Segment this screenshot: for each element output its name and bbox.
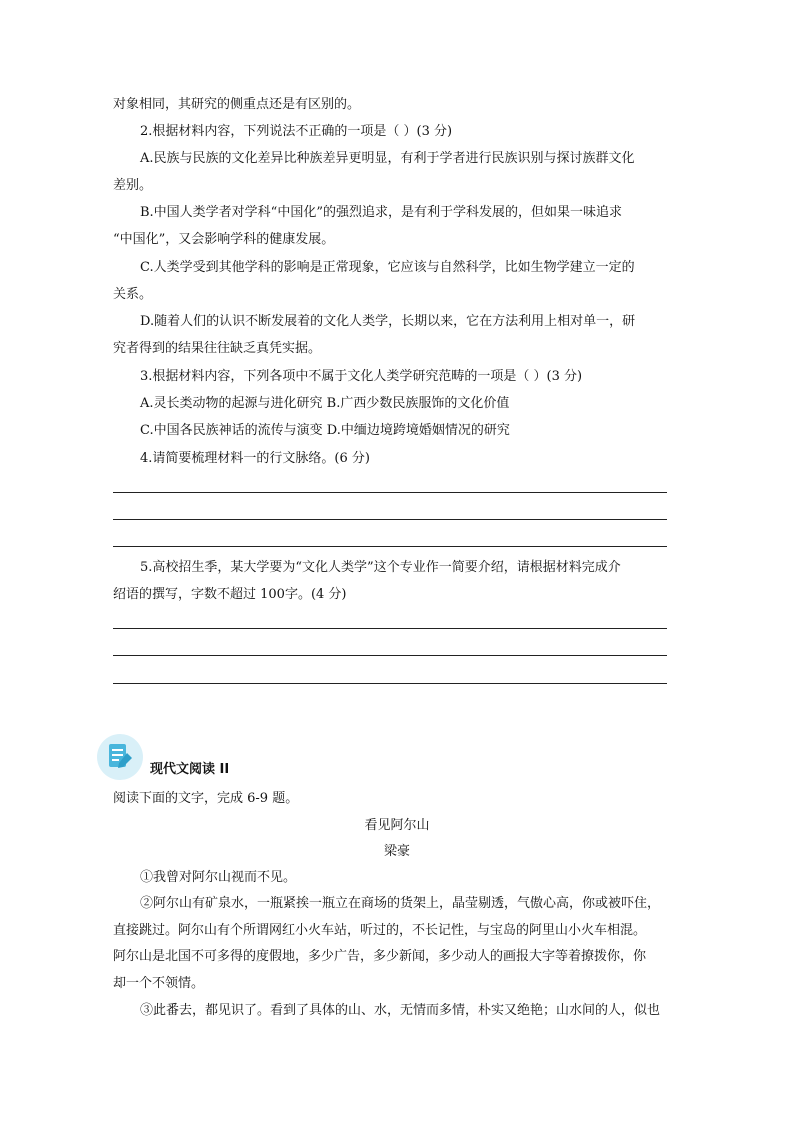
article-author: 梁豪 [383,844,410,859]
answer-line[interactable] [113,519,667,520]
option-2a-line2: 差别。 [113,178,153,193]
option-2a-line1: A.民族与民族的文化差异比种族差异更明显，有利于学者进行民族识别与探讨族群文化 [140,151,635,166]
option-2b-line1: B.中国人类学者对学科“中国化”的强烈追求，是有利于学科发展的，但如果一味追求 [140,205,622,220]
option-3cd: C.中国各民族神话的流传与演变 D.中缅边境跨境婚姻情况的研究 [140,423,510,438]
option-2c-line2: 关系。 [113,287,153,302]
article-paragraph-2-line4: 却一个不领情。 [113,976,205,991]
paragraph-continuation: 对象相同，其研究的侧重点还是有区别的。 [113,97,361,112]
notebook-pen-icon [96,733,144,781]
article-title: 看见阿尔山 [364,818,430,833]
article-paragraph-1: ①我曾对阿尔山视而不见。 [140,870,297,885]
article-paragraph-2-line1: ②阿尔山有矿泉水，一瓶紧挨一瓶立在商场的货架上，晶莹剔透，气傲心高，你或被吓住， [140,896,661,911]
question-3-stem: 3.根据材料内容，下列各项中不属于文化人类学研究范畴的一项是（ ）(3 分) [140,369,583,384]
question-4-stem: 4.请简要梳理材料一的行文脉络。(6 分) [140,451,370,466]
question-5-stem-line2: 绍语的撰写，字数不超过 100字。(4 分) [113,587,347,602]
article-paragraph-2-line3: 阿尔山是北国不可多得的度假地，多少广告，多少新闻，多少动人的画报大字等着撩拨你，你 [113,949,647,964]
option-3ab: A.灵长类动物的起源与进化研究 B.广西少数民族服饰的文化价值 [140,396,510,411]
question-2-stem: 2.根据材料内容，下列说法不正确的一项是（ ）(3 分) [140,124,453,139]
section-instruction: 阅读下面的文字，完成 6-9 题。 [113,791,299,806]
option-2b-line2: “中国化”，又会影响学科的健康发展。 [113,232,335,247]
option-2d-line1: D.随着人们的认识不断发展着的文化人类学，长期以来，它在方法利用上相对单一，研 [140,314,636,329]
article-paragraph-2-line2: 直接跳过。阿尔山有个所谓网红小火车站，听过的，不长记性，与宝岛的阿里山小火车相混。 [113,923,647,938]
option-2c-line1: C.人类学受到其他学科的影响是正常现象，它应该与自然科学，比如生物学建立一定的 [140,260,635,275]
answer-line[interactable] [113,546,667,547]
option-2d-line2: 究者得到的结果往往缺乏真凭实据。 [113,341,322,356]
question-5-stem-line1: 5.高校招生季，某大学要为“文化人类学”这个专业作一简要介绍，请根据材料完成介 [140,560,621,575]
answer-line[interactable] [113,683,667,684]
answer-line[interactable] [113,655,667,656]
article-paragraph-3-line1: ③此番去，都见识了。看到了具体的山、水，无情而多情，朴实又绝艳；山水间的人，似也 [140,1003,661,1018]
answer-line[interactable] [113,492,667,493]
section-title: 现代文阅读 II [150,762,230,777]
answer-line[interactable] [113,628,667,629]
